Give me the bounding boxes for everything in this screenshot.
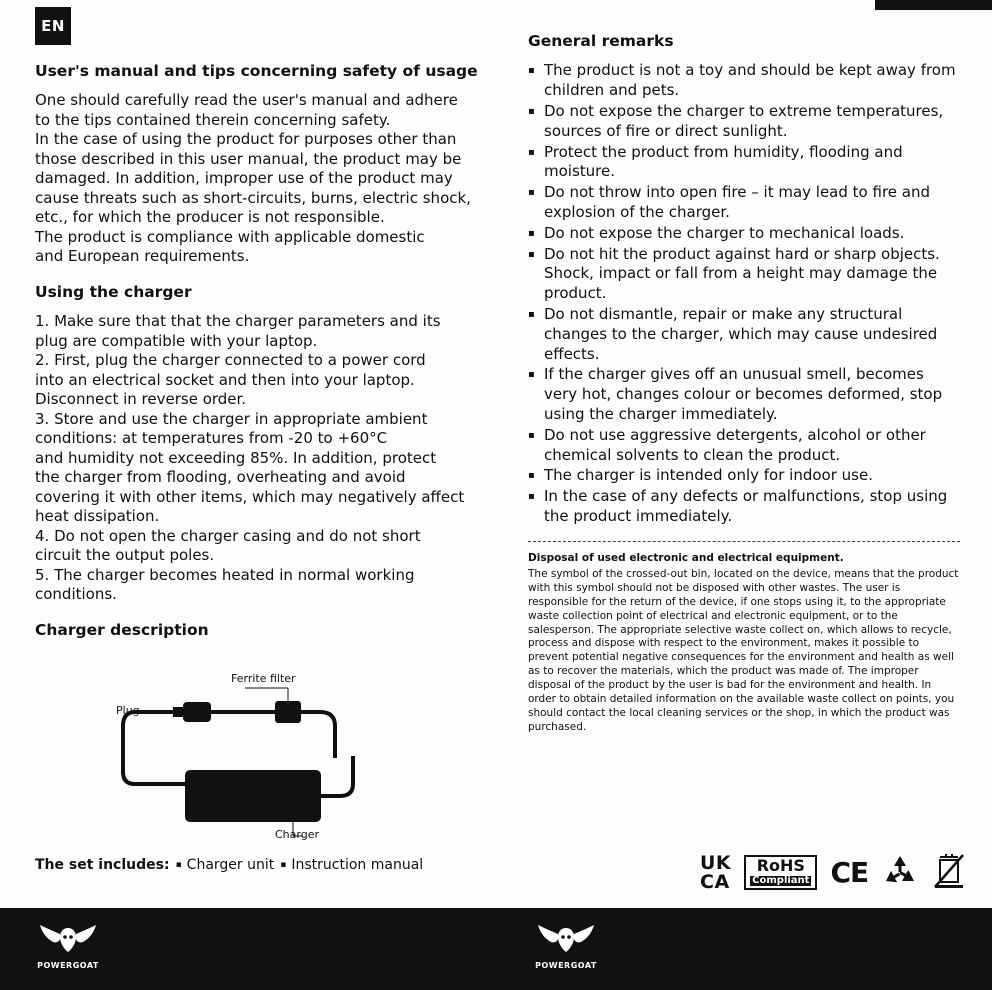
certification-marks — [700, 845, 965, 900]
list-item: ▪ In the case of any defects or malfunctions, stop using the product immediately. — [528, 487, 960, 527]
step-line: 3. Store and use the charger in appropriate ambient — [35, 409, 428, 428]
list-item: ▪ Do not expose the charger to extreme temperatures, sources of fire or direct sunlight. — [528, 102, 960, 142]
recycle-icon — [881, 853, 919, 893]
using-charger-heading: Using the charger — [35, 282, 192, 301]
rohs-label: RoHS — [756, 855, 805, 875]
set-includes-label: The set includes: — [35, 857, 170, 873]
top-black-strip — [875, 0, 992, 10]
brand-name: POWERGOAT — [37, 961, 99, 970]
step-line: circuit the output poles. — [35, 546, 215, 565]
manual-line: The product is compliance with applicable domestic — [35, 227, 425, 246]
set-includes-item: Instruction manual — [291, 857, 424, 873]
list-item: ▪ The product is not a toy and should be kept away from children and pets. — [528, 61, 960, 101]
left-column — [35, 62, 480, 650]
list-item: ▪ Do not throw into open fire – it may lead to fire and explosion of the charger. — [528, 183, 960, 223]
step-line: 5. The charger becomes heated in normal working — [35, 565, 415, 584]
brand-name: POWERGOAT — [535, 961, 597, 970]
using-charger-steps — [35, 312, 480, 605]
manual-line: and European requirements. — [35, 247, 250, 266]
goat-head-icon — [534, 922, 598, 956]
step-line: the charger from flooding, overheating and avoid — [35, 468, 406, 487]
step-line: Disconnect in reverse order. — [35, 390, 247, 409]
manual-heading: User's manual and tips concerning safety of usage — [35, 62, 478, 80]
step-line: covering it with other items, which may negatively affect — [35, 487, 465, 506]
manual-paragraph-block — [35, 91, 480, 267]
list-item: ▪ If the charger gives off an unusual smell, becomes very hot, changes colour or becomes deformed, stop using the charger immediately. — [528, 365, 960, 424]
manual-line: damaged. In addition, improper use of the product may — [35, 169, 453, 188]
manual-line: to the tips contained therein concerning safety. — [35, 110, 391, 129]
rohs-mark — [744, 855, 817, 890]
step-line: into an electrical socket and then into your laptop. — [35, 370, 415, 389]
manual-line: One should carefully read the user's manual and adhere — [35, 91, 458, 110]
ukca-line-1: UK — [700, 852, 732, 875]
charger-description-heading: Charger description — [35, 620, 209, 639]
brand-logo-center — [534, 922, 598, 976]
footer-bar — [0, 908, 992, 990]
charger-diagram — [35, 660, 480, 850]
step-line: and humidity not exceeding 85%. In addition, protect — [35, 448, 437, 467]
label-ferrite-filter: Ferrite filter — [231, 672, 296, 685]
step-line: 1. Make sure that that the charger parameters and its — [35, 312, 441, 331]
rohs-compliant-label: Compliant — [752, 874, 810, 886]
manual-line: In the case of using the product for purposes other than — [35, 130, 457, 149]
language-badge: EN — [35, 7, 71, 45]
manual-line: etc., for which the producer is not responsible. — [35, 208, 385, 227]
step-line: conditions. — [35, 585, 117, 604]
general-remarks-heading: General remarks — [528, 32, 674, 50]
disposal-text: The symbol of the crossed-out bin, located on the device, means that the product with this symbol should not be disposed with other wastes. The user is responsible for the return of the device, if one stops using it, to the appropriate waste collection point of electrical and electronic equipment, or to the salesperson. The appropriate selective waste collect on, which allows to recycle, process and dispose with respect to the environment, makes it possible to prevent potential negative consequences for the environment and health as well as to recover the materials, which the product was made of. The improper disposal of the product by the user is bad for the environment and health. In order to obtain detailed information on the available waste collect on points, you should contact the local cleaning services or the shop, in which the product was purchased. — [528, 567, 959, 734]
ukca-line-2: CA — [700, 870, 730, 893]
right-column — [528, 32, 960, 735]
list-item: ▪ The charger is intended only for indoor use. — [528, 466, 960, 486]
crossed-out-bin-icon — [932, 851, 966, 895]
list-item: ▪ Do not use aggressive detergents, alcohol or other chemical solvents to clean the product. — [528, 426, 960, 466]
step-line: 4. Do not open the charger casing and do not short — [35, 526, 421, 545]
manual-line: cause threats such as short-circuits, burns, electric shock, — [35, 188, 471, 207]
label-charger: Charger — [275, 828, 319, 841]
charger-diagram-svg — [35, 660, 480, 850]
disposal-title: Disposal of used electronic and electrical equipment. — [528, 551, 844, 564]
general-remarks-list — [528, 61, 960, 526]
step-line: plug are compatible with your laptop. — [35, 331, 318, 350]
step-line: conditions: at temperatures from -20 to +60°C — [35, 429, 388, 448]
list-item: ▪ Do not dismantle, repair or make any structural changes to the charger, which may cause undesired effects. — [528, 305, 960, 364]
brand-logo-left — [36, 922, 100, 976]
list-item: ▪ Do not hit the product against hard or sharp objects. Shock, impact or fall from a height may damage the product. — [528, 245, 960, 304]
list-item: ▪ Protect the product from humidity, flooding and moisture. — [528, 143, 960, 183]
ukca-mark — [700, 852, 732, 893]
set-includes-item: Charger unit — [186, 857, 275, 873]
ce-mark: CE — [830, 856, 869, 889]
label-plug: Plug — [116, 704, 140, 717]
set-includes — [35, 857, 423, 873]
goat-head-icon — [36, 922, 100, 956]
step-line: heat dissipation. — [35, 507, 160, 526]
step-line: 2. First, plug the charger connected to a power cord — [35, 351, 426, 370]
section-divider — [528, 541, 960, 542]
manual-line: those described in this user manual, the product may be — [35, 149, 462, 168]
list-item: ▪ Do not expose the charger to mechanical loads. — [528, 224, 960, 244]
